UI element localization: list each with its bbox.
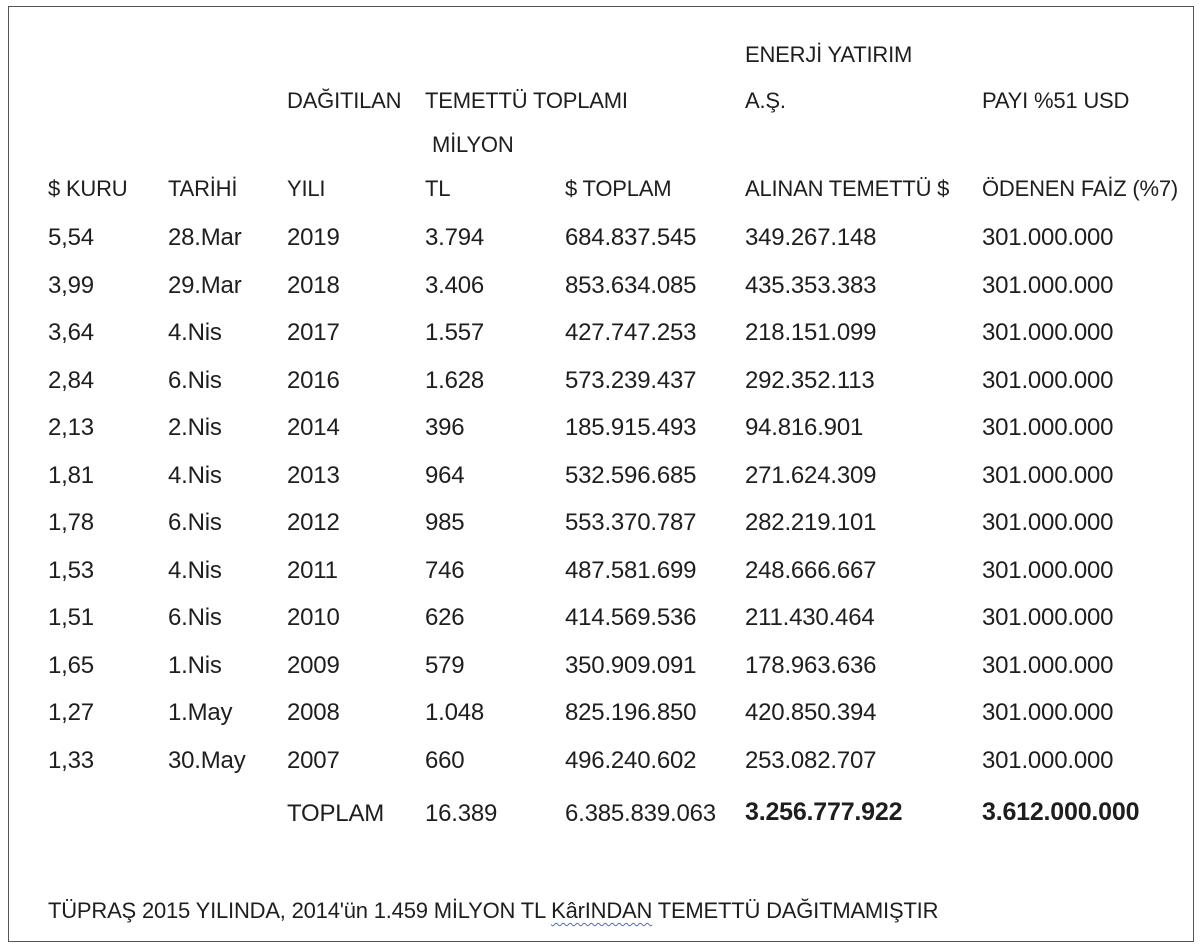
cell-tarih: 1.May [168,699,233,726]
cell-alinan: 292.352.113 [745,366,875,394]
totals-faiz: 3.612.000.000 [982,798,1140,826]
cell-tl: 1.557 [425,319,485,346]
cell-yil: 2017 [287,319,340,346]
cell-tarih: 2.Nis [168,414,222,441]
cell-tarih: 6.Nis [168,604,222,631]
cell-tl: 985 [425,509,465,536]
cell-yil: 2016 [287,366,340,394]
cell-yil: 2011 [287,556,338,584]
cell-usd: 684.837.545 [565,224,697,251]
cell-faiz: 301.000.000 [982,224,1114,251]
cell-tarih: 6.Nis [168,509,222,536]
totals-label: TOPLAM [287,800,385,827]
cell-alinan: 271.624.309 [745,461,877,489]
cell-faiz: 301.000.000 [982,509,1114,536]
cell-alinan: 94.816.901 [745,414,864,441]
cell-kur: 3,99 [48,271,94,299]
cell-usd: 414.569.536 [565,604,697,631]
cell-alinan: 178.963.636 [745,651,877,679]
cell-usd: 350.909.091 [565,651,697,679]
totals-tl: 16.389 [425,800,498,827]
cell-yil: 2013 [287,461,340,489]
cell-faiz: 301.000.000 [982,319,1114,346]
cell-tarih: 1.Nis [168,651,222,679]
header-tarihi: TARİHİ [168,176,238,201]
cell-alinan: 420.850.394 [745,699,877,726]
cell-tl: 3.406 [425,271,485,299]
cell-kur: 2,84 [48,366,94,394]
header-odenen-faiz: ÖDENEN FAİZ (%7) [982,176,1179,201]
cell-tarih: 4.Nis [168,319,222,346]
header-yili: YILI [287,176,326,201]
header-temettu-toplami: TEMETTÜ TOPLAMI [425,88,628,113]
cell-yil: 2010 [287,604,340,631]
cell-tl: 660 [425,746,465,774]
cell-alinan: 253.082.707 [745,746,877,774]
cell-tl: 1.048 [425,699,485,726]
cell-faiz: 301.000.000 [982,461,1114,489]
cell-tarih: 4.Nis [168,461,222,489]
header-as: A.Ş. [745,88,786,113]
cell-usd: 487.581.699 [565,556,697,584]
cell-kur: 5,54 [48,224,94,251]
cell-usd: 185.915.493 [565,414,697,441]
header-payi: PAYI %51 USD [982,88,1130,113]
cell-kur: 1,27 [48,699,94,726]
cell-faiz: 301.000.000 [982,699,1114,726]
cell-usd: 573.239.437 [565,366,697,394]
cell-faiz: 301.000.000 [982,651,1114,679]
cell-tl: 626 [425,604,465,631]
cell-alinan: 349.267.148 [745,224,877,251]
cell-faiz: 301.000.000 [982,366,1114,394]
header-usd-toplam: $ TOPLAM [565,176,672,201]
cell-kur: 1,33 [48,746,94,774]
totals-usd: 6.385.839.063 [565,800,716,827]
cell-tarih: 6.Nis [168,366,222,394]
cell-alinan: 218.151.099 [745,319,877,346]
header-milyon: MİLYON [432,132,514,157]
cell-alinan: 282.219.101 [745,509,877,536]
cell-tl: 1.628 [425,366,485,394]
cell-yil: 2008 [287,699,340,726]
cell-tl: 964 [425,461,465,489]
header-tl: TL [425,176,451,201]
cell-faiz: 301.000.000 [982,414,1114,441]
cell-kur: 1,51 [48,604,94,631]
cell-tarih: 29.Mar [168,271,242,299]
header-dagitilan: DAĞITILAN [287,88,402,113]
cell-kur: 3,64 [48,319,94,346]
cell-faiz: 301.000.000 [982,604,1114,631]
cell-kur: 1,53 [48,556,94,584]
cell-faiz: 301.000.000 [982,746,1114,774]
cell-kur: 1,78 [48,509,94,536]
header-kuru: $ KURU [48,176,128,201]
cell-yil: 2012 [287,509,340,536]
cell-usd: 825.196.850 [565,699,697,726]
header-alinan-temettu: ALINAN TEMETTÜ $ [745,176,950,201]
cell-yil: 2018 [287,271,340,299]
footnote-before: TÜPRAŞ 2015 YILINDA, 2014'ün 1.459 MİLYON TL [48,898,552,923]
cell-tl: 3.794 [425,224,485,251]
cell-usd: 427.747.253 [565,319,697,346]
cell-alinan: 435.353.383 [745,271,877,299]
cell-tarih: 30.May [168,746,246,774]
cell-tl: 579 [425,651,465,679]
cell-usd: 532.596.685 [565,461,697,489]
header-company: ENERJİ YATIRIM [745,42,913,67]
cell-faiz: 301.000.000 [982,556,1114,584]
cell-usd: 853.634.085 [565,271,697,299]
cell-yil: 2009 [287,651,340,679]
cell-alinan: 211.430.464 [745,604,875,631]
cell-faiz: 301.000.000 [982,271,1114,299]
cell-yil: 2019 [287,224,340,251]
footnote [48,900,938,922]
cell-usd: 496.240.602 [565,746,697,774]
cell-tarih: 28.Mar [168,224,242,251]
cell-kur: 2,13 [48,414,94,441]
cell-tarih: 4.Nis [168,556,222,584]
cell-kur: 1,65 [48,651,94,679]
cell-usd: 553.370.787 [565,509,697,536]
cell-alinan: 248.666.667 [745,556,877,584]
cell-yil: 2007 [287,746,340,774]
cell-tl: 746 [425,556,465,584]
footnote-underlined: KârINDAN [551,898,653,923]
cell-tl: 396 [425,414,465,441]
cell-yil: 2014 [287,414,340,441]
cell-kur: 1,81 [48,461,94,489]
totals-alinan: 3.256.777.922 [745,798,903,826]
footnote-after: TEMETTÜ DAĞITMAMIŞTIR [652,898,939,923]
